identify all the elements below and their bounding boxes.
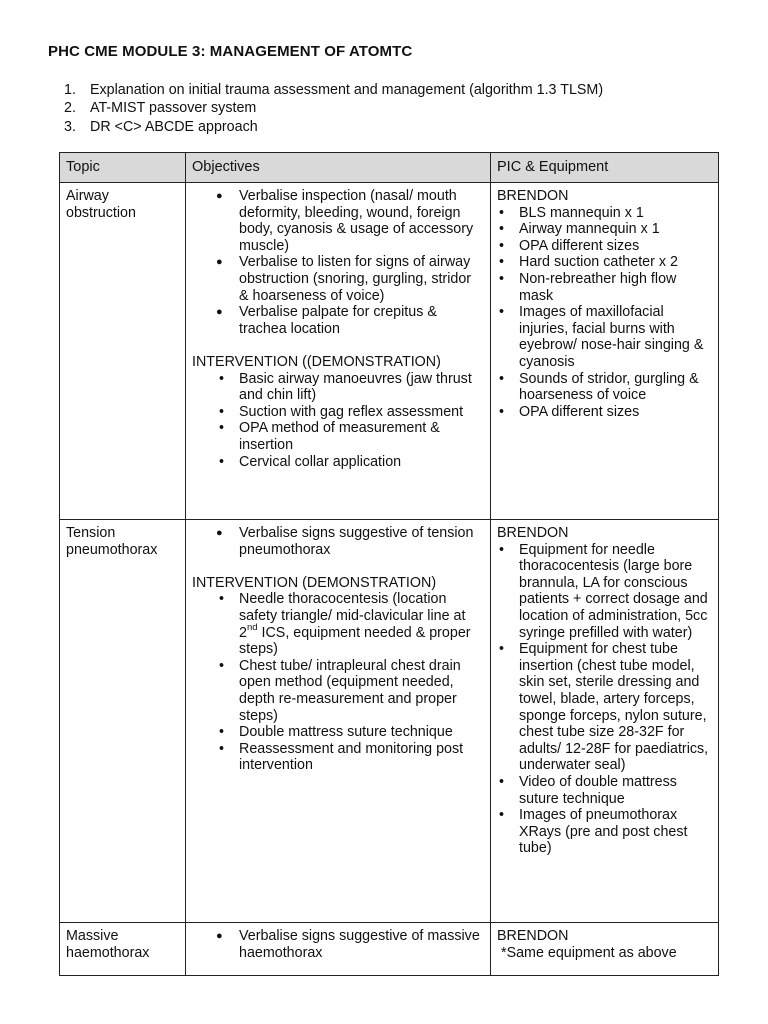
topic-text: Tension pneumothorax [66, 525, 158, 558]
equipment-item: • Images of maxillofacial injuries, facial burns with eyebrow/ nose-hair singing & cyanosis [497, 304, 712, 370]
topic-text: Airway obstruction [66, 188, 136, 221]
equipment-item: • Airway mannequin x 1 [497, 221, 712, 238]
intervention-text: ICS, equipment needed & proper steps) [239, 624, 471, 658]
intro-item [64, 81, 603, 99]
header-topic: Topic [60, 153, 186, 183]
pic-equipment-cell [491, 520, 719, 923]
topic-cell [60, 520, 186, 923]
equipment-note: *Same equipment as above [501, 944, 677, 961]
topic-cell [60, 923, 186, 976]
intervention-item: • OPA method of measurement & insertion [216, 420, 484, 453]
equipment-item: • Hard suction catheter x 2 [497, 254, 712, 271]
objectives-cell [186, 183, 491, 520]
objective-item: ● Verbalise signs suggestive of tension pneumothorax [216, 525, 484, 558]
intro-item-number: 2. [64, 100, 76, 117]
objective-item: ● Verbalise to listen for signs of airway obstruction (snoring, gurgling, stridor & hoarseness of voice) [216, 254, 484, 304]
equipment-list [497, 542, 712, 857]
objectives-list [192, 928, 484, 961]
intervention-item: • Basic airway manoeuvres (jaw thrust and chin lift) [216, 371, 484, 404]
intro-item-number: 3. [64, 118, 76, 135]
intervention-heading: INTERVENTION ((DEMONSTRATION) [192, 353, 441, 370]
equipment-list [497, 205, 712, 421]
module-table [59, 152, 719, 976]
intervention-item: • Chest tube/ intrapleural chest drain open method (equipment needed, depth re-measurement and proper steps) [216, 658, 484, 724]
equipment-item: • OPA different sizes [497, 238, 712, 255]
interventions-list [192, 371, 484, 471]
intervention-text: Needle thoracocentesis (location safety triangle/ mid-clavicular line at 2 [239, 591, 466, 641]
topic-cell [60, 183, 186, 520]
objective-item: ● Verbalise palpate for crepitus & trachea location [216, 304, 484, 337]
intervention-item: • Double mattress suture technique [216, 724, 484, 741]
equipment-item: • Equipment for needle thoracocentesis (large bore brannula, LA for conscious patients + correct dosage and location of administration, 5cc syringe prefilled with water) [497, 542, 712, 642]
table-row [60, 183, 719, 520]
header-objectives: Objectives [186, 153, 491, 183]
pic-name: BRENDON [497, 928, 569, 944]
intervention-item: • Suction with gag reflex assessment [216, 404, 484, 421]
table-header-row [60, 153, 719, 183]
objectives-list [192, 188, 484, 337]
intro-item [64, 99, 603, 117]
equipment-item: • Images of pneumothorax XRays (pre and post chest tube) [497, 807, 712, 857]
pic-equipment-cell [491, 183, 719, 520]
objectives-list [192, 525, 484, 558]
document-title: PHC CME MODULE 3: MANAGEMENT OF ATOMTC [48, 43, 413, 60]
pic-equipment-cell [491, 923, 719, 976]
objective-item: ● Verbalise inspection (nasal/ mouth deformity, bleeding, wound, foreign body, cyanosis & usage of accessory muscle) [216, 188, 484, 254]
table-row [60, 923, 719, 976]
intro-item-text: AT-MIST passover system [90, 100, 257, 117]
intro-item-text: DR <C> ABCDE approach [90, 118, 258, 135]
intro-item [64, 118, 603, 136]
equipment-item: • OPA different sizes [497, 404, 712, 421]
equipment-item: • BLS mannequin x 1 [497, 205, 712, 222]
intro-item-number: 1. [64, 82, 76, 98]
table-row [60, 520, 719, 923]
objectives-cell [186, 923, 491, 976]
pic-name: BRENDON [497, 188, 569, 204]
equipment-item: • Equipment for chest tube insertion (chest tube model, skin set, sterile dressing and towel, blade, artery forceps, sponge forceps, nylon suture, chest tube size 28-32F for adults/ 12-28F for paediatrics, underwater seal) [497, 641, 712, 774]
intervention-item [216, 591, 484, 657]
equipment-item: • Non-rebreather high flow mask [497, 271, 712, 304]
equipment-item: • Sounds of stridor, gurgling & hoarseness of voice [497, 371, 712, 404]
topic-text: Massive haemothorax [66, 928, 150, 961]
intervention-item: • Reassessment and monitoring post intervention [216, 741, 484, 774]
objectives-cell [186, 520, 491, 923]
header-pic-equipment: PIC & Equipment [491, 153, 719, 183]
intervention-item: • Cervical collar application [216, 454, 484, 471]
equipment-item: • Video of double mattress suture technique [497, 774, 712, 807]
intervention-heading: INTERVENTION (DEMONSTRATION) [192, 574, 437, 591]
pic-name: BRENDON [497, 525, 569, 541]
intro-list [64, 81, 603, 136]
interventions-list [192, 591, 484, 774]
intro-item-text: Explanation on initial trauma assessment and management (algorithm 1.3 TLSM) [90, 82, 604, 98]
objective-item: ● Verbalise signs suggestive of massive haemothorax [216, 928, 484, 961]
ordinal-suffix: nd [246, 621, 258, 633]
